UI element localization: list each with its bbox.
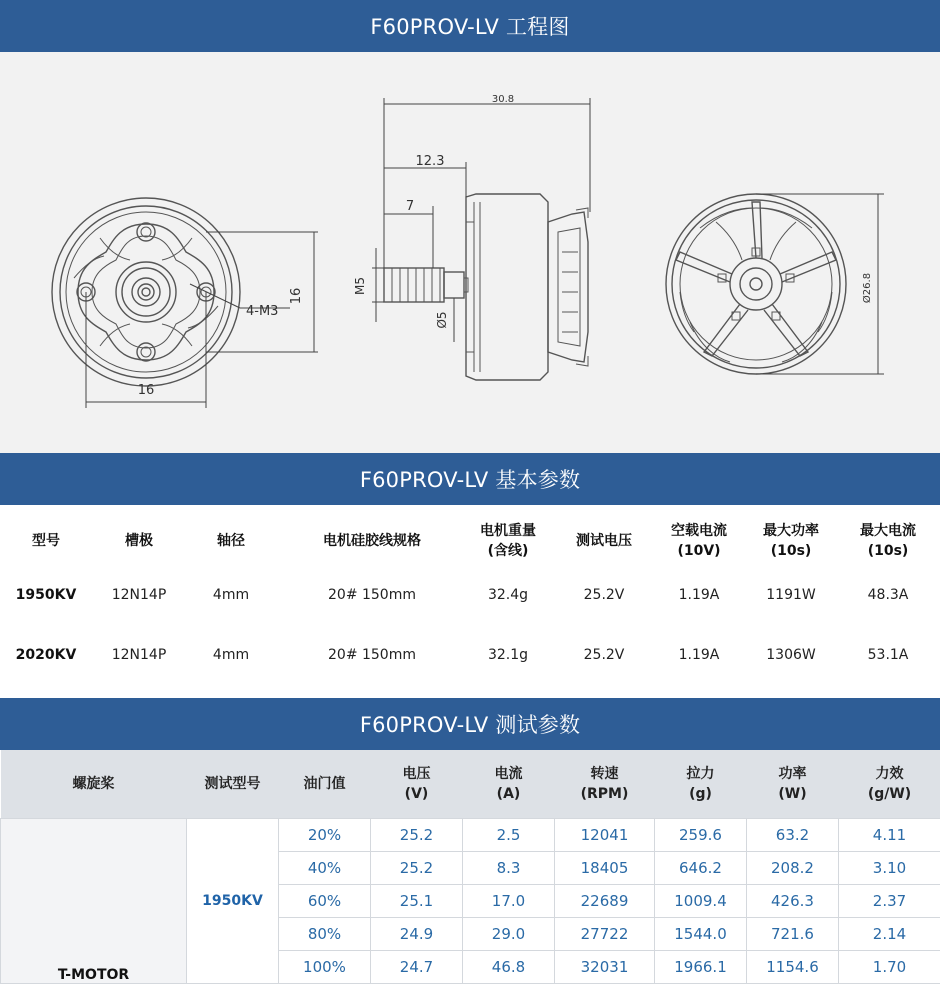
test-cell: 60% xyxy=(279,885,371,918)
dim-m5: M5 xyxy=(353,277,367,295)
basic-header-line: 最大功率 xyxy=(763,521,819,541)
basic-params xyxy=(0,505,940,698)
test-cell: 1009.4 xyxy=(655,885,747,918)
basic-cell-lead-wire: 20# 150mm xyxy=(328,587,416,603)
test-cell: 259.6 xyxy=(655,819,747,852)
test-cell: 27722 xyxy=(555,918,655,951)
basic-header-line: (10s) xyxy=(860,541,916,561)
basic-cell-weight: 32.1g xyxy=(488,647,528,663)
test-header-line: (W) xyxy=(748,784,838,804)
test-header-cell xyxy=(555,750,655,819)
basic-header-line: (含线) xyxy=(480,541,536,561)
basic-header-model xyxy=(32,531,60,551)
basic-header-max-current xyxy=(860,521,916,561)
basic-header-line: 轴径 xyxy=(217,531,245,551)
test-cell: 1154.6 xyxy=(747,951,839,984)
motor-side-view xyxy=(384,194,588,380)
test-cell: 22689 xyxy=(555,885,655,918)
test-cell: 24.9 xyxy=(371,918,463,951)
test-cell: 29.0 xyxy=(463,918,555,951)
basic-header-line: (10s) xyxy=(763,541,819,561)
dim-overall-length: 30.8 xyxy=(492,94,514,105)
test-cell: 20% xyxy=(279,819,371,852)
table-row xyxy=(1,819,940,852)
test-cell: 100% xyxy=(279,951,371,984)
test-header-line: 油门值 xyxy=(280,774,370,794)
basic-header-line: 最大电流 xyxy=(860,521,916,541)
basic-header-test-voltage xyxy=(576,531,632,551)
test-header-line: 螺旋桨 xyxy=(2,774,186,794)
basic-cell-test-voltage: 25.2V xyxy=(584,587,625,603)
test-cell: 12041 xyxy=(555,819,655,852)
test-header-line: 电流 xyxy=(464,764,554,784)
test-header-cell xyxy=(371,750,463,819)
test-cell: 8.3 xyxy=(463,852,555,885)
basic-header-slot-pole xyxy=(125,531,153,551)
test-header-line: (A) xyxy=(464,784,554,804)
test-cell: 25.1 xyxy=(371,885,463,918)
basic-cell-slot-pole: 12N14P xyxy=(112,587,167,603)
test-cell: 3.10 xyxy=(839,852,940,885)
test-header-line: 转速 xyxy=(556,764,654,784)
basic-cell-max-current: 53.1A xyxy=(868,647,909,663)
basic-cell-model: 2020KV xyxy=(16,647,77,663)
test-model-cell: 1950KV xyxy=(187,819,279,984)
test-cell: 646.2 xyxy=(655,852,747,885)
basic-cell-slot-pole: 12N14P xyxy=(112,647,167,663)
test-cell: 4.11 xyxy=(839,819,940,852)
basic-header-line: 型号 xyxy=(32,531,60,551)
dim-screw-label: 4-M3 xyxy=(246,304,278,319)
basic-header-no-load-current xyxy=(671,521,727,561)
test-header-cell xyxy=(463,750,555,819)
propeller-cell: T-MOTOR xyxy=(1,819,187,984)
test-header-line: 电压 xyxy=(372,764,462,784)
test-header-line: (g/W) xyxy=(840,784,940,804)
test-cell: 24.7 xyxy=(371,951,463,984)
test-cell: 2.37 xyxy=(839,885,940,918)
test-header-line: (V) xyxy=(372,784,462,804)
test-header-cell xyxy=(187,750,279,819)
test-cell: 721.6 xyxy=(747,918,839,951)
dim-phi5: Ø5 xyxy=(435,311,449,328)
motor-top-view xyxy=(666,194,846,374)
test-header-line: 拉力 xyxy=(656,764,746,784)
drawing-section-title: F60PROV-LV 工程图 xyxy=(370,11,569,41)
dim-7: 7 xyxy=(406,199,414,214)
basic-cell-shaft-diameter: 4mm xyxy=(213,587,249,603)
test-cell: 40% xyxy=(279,852,371,885)
test-header-cell xyxy=(747,750,839,819)
basic-cell-weight: 32.4g xyxy=(488,587,528,603)
test-header-cell xyxy=(1,750,187,819)
test-cell: 63.2 xyxy=(747,819,839,852)
test-cell: 2.5 xyxy=(463,819,555,852)
basic-header-line: (10V) xyxy=(671,541,727,561)
test-table xyxy=(0,750,940,984)
test-cell: 25.2 xyxy=(371,819,463,852)
basic-section-header xyxy=(0,453,940,505)
test-header-line: 功率 xyxy=(748,764,838,784)
basic-cell-max-power: 1306W xyxy=(766,647,815,663)
test-cell: 1966.1 xyxy=(655,951,747,984)
basic-header-line: 槽极 xyxy=(125,531,153,551)
basic-cell-lead-wire: 20# 150mm xyxy=(328,647,416,663)
basic-section-title: F60PROV-LV 基本参数 xyxy=(360,464,580,494)
dim-16-vertical: 16 xyxy=(289,288,304,305)
test-header-line: (g) xyxy=(656,784,746,804)
test-cell: 25.2 xyxy=(371,852,463,885)
basic-header-line: 电机硅胶线规格 xyxy=(323,531,421,551)
test-header-cell xyxy=(655,750,747,819)
basic-cell-max-current: 48.3A xyxy=(868,587,909,603)
test-cell: 32031 xyxy=(555,951,655,984)
basic-header-shaft-diameter xyxy=(217,531,245,551)
basic-header-line: 测试电压 xyxy=(576,531,632,551)
test-cell: 1.70 xyxy=(839,951,940,984)
test-table-header xyxy=(1,750,940,819)
basic-cell-max-power: 1191W xyxy=(766,587,815,603)
basic-cell-shaft-diameter: 4mm xyxy=(213,647,249,663)
test-cell: 208.2 xyxy=(747,852,839,885)
motor-base-view xyxy=(52,198,240,386)
dim-12-3: 12.3 xyxy=(416,154,445,169)
basic-cell-no-load-current: 1.19A xyxy=(679,587,720,603)
test-params xyxy=(0,750,940,978)
test-header-line: 测试型号 xyxy=(188,774,278,794)
dim-16-horizontal: 16 xyxy=(138,383,155,398)
test-cell: 1544.0 xyxy=(655,918,747,951)
basic-header-lead-wire xyxy=(323,531,421,551)
test-header-cell xyxy=(839,750,940,819)
engineering-drawing xyxy=(0,52,940,454)
test-cell: 17.0 xyxy=(463,885,555,918)
test-header-line: 力效 xyxy=(840,764,940,784)
test-cell: 2.14 xyxy=(839,918,940,951)
drawing-section-header xyxy=(0,0,940,52)
test-cell: 18405 xyxy=(555,852,655,885)
test-cell: 80% xyxy=(279,918,371,951)
test-section-title: F60PROV-LV 测试参数 xyxy=(360,709,580,739)
test-section-header xyxy=(0,698,940,750)
drawing-svg xyxy=(0,52,940,454)
dim-phi26-8: Ø26.8 xyxy=(861,273,873,303)
basic-header-weight xyxy=(480,521,536,561)
basic-header-max-power xyxy=(763,521,819,561)
basic-header-line: 电机重量 xyxy=(480,521,536,541)
basic-cell-no-load-current: 1.19A xyxy=(679,647,720,663)
test-header-line: (RPM) xyxy=(556,784,654,804)
basic-cell-test-voltage: 25.2V xyxy=(584,647,625,663)
test-cell: 46.8 xyxy=(463,951,555,984)
test-header-cell xyxy=(279,750,371,819)
basic-cell-model: 1950KV xyxy=(16,587,77,603)
basic-header-line: 空载电流 xyxy=(671,521,727,541)
test-cell: 426.3 xyxy=(747,885,839,918)
